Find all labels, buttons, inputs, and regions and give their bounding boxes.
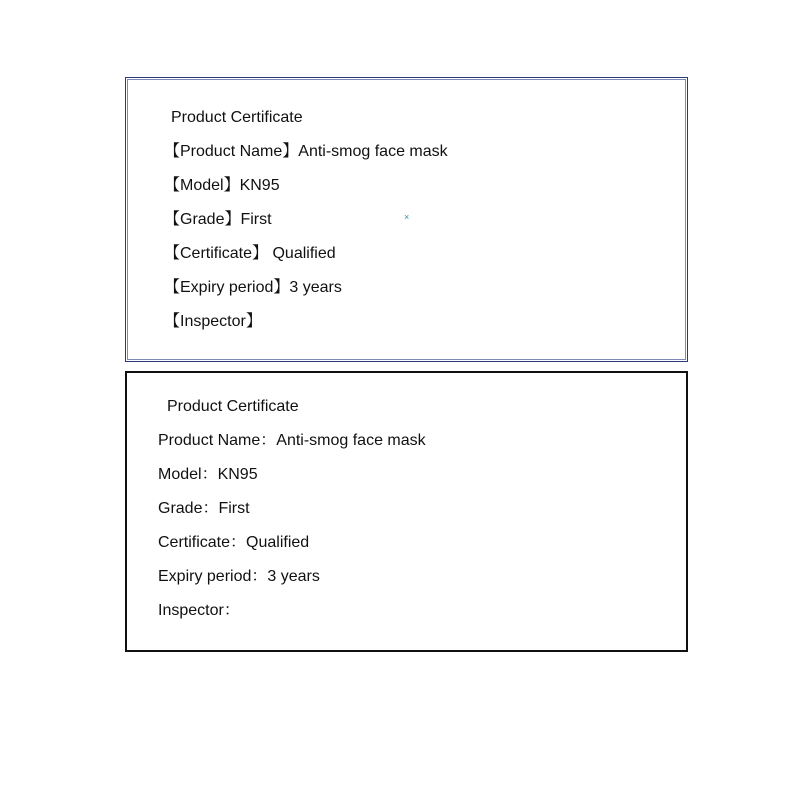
- inspector-line: 【Inspector】: [164, 313, 262, 330]
- grade-line: Grade：First: [158, 500, 250, 517]
- certificate-card-colon: [125, 371, 688, 652]
- cross-marker-icon: ×: [404, 212, 410, 222]
- certificate-title: Product Certificate: [167, 398, 299, 415]
- model-line: 【Model】KN95: [164, 177, 280, 194]
- certificate-title: Product Certificate: [171, 109, 303, 126]
- expiry-period-line: Expiry period：3 years: [158, 568, 320, 585]
- grade-line: 【Grade】First: [164, 211, 272, 228]
- model-line: Model：KN95: [158, 466, 258, 483]
- certificate-line: 【Certificate】 Qualified: [164, 245, 336, 262]
- certificate-card-bracketed: [125, 77, 688, 362]
- product-name-line: 【Product Name】Anti-smog face mask: [164, 143, 448, 160]
- expiry-period-line: 【Expiry period】3 years: [164, 279, 342, 296]
- product-name-line: Product Name：Anti-smog face mask: [158, 432, 426, 449]
- inspector-line: Inspector：: [158, 602, 240, 619]
- certificate-line: Certificate：Qualified: [158, 534, 310, 551]
